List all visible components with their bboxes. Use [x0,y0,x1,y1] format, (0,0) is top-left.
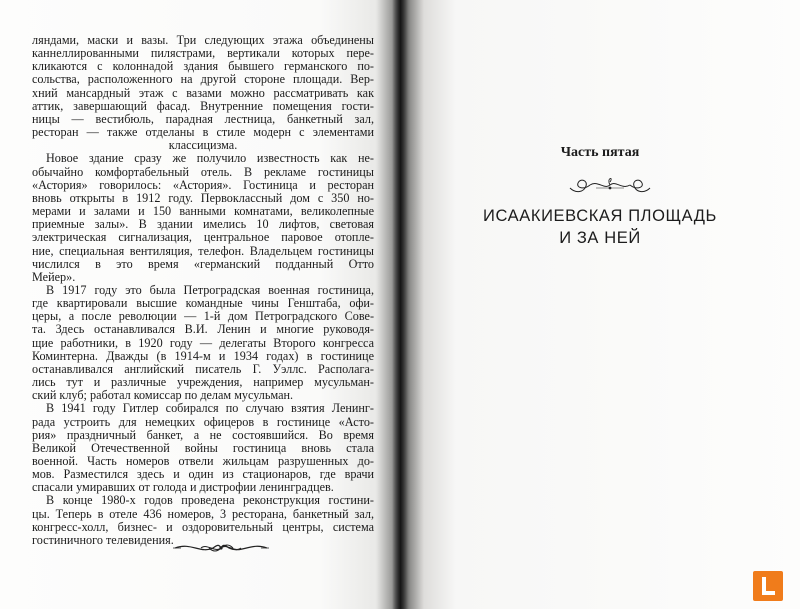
text-line: останавливался английский писатель Г. Уэллс. Располага- [32,361,374,376]
text-line: конгресс-холл, бизнес- и оздоровительный центры, система [32,519,374,534]
text-line: В 1917 году это была Петроградская военная гостиница, [46,282,374,297]
text-line: Новое здание сразу же получило известность как не- [46,151,374,166]
text-line: ский клуб; работал комиссар по делам мусульман. [32,388,294,403]
text-line: «Астория» говорилось: «Астория». Гостиница и ресторан [32,177,374,192]
text-line: рия» праздничный банкет, а не состоявшийся. Во время [32,427,374,442]
text-line: щие работники, в 1920 году — делегаты Второго конгресса [32,335,374,350]
right-page [400,0,800,609]
section-title-line-2: И ЗА НЕЙ [559,229,641,247]
text-line: вновь открыты в 1912 году. Первоклассный дом с 350 но- [32,190,374,205]
text-line: сольства, расположенного на другой стороне площади. Вер- [32,72,374,87]
text-line: ляндами, маски и вазы. Три следующих этажа объединены [32,33,374,47]
text-line: хний мансардный этаж с вазами можно рассматривать как [32,85,374,100]
text-line: аттик, завершающий фасад. Внутренние помещения гости- [32,98,374,113]
text-line: лись тут и различные учреждения, например мусульман- [32,375,374,390]
text-line: где квартировали высшие командные чины Генштаба, офи- [32,296,374,311]
text-line: спасали умиравших от голода и дистрофии ленинградцев. [32,480,334,495]
section-title [450,205,750,249]
text-line: военной. Часть номеров отвели жильцам разрушенных до- [32,454,374,468]
text-line: рада устроить для немецких офицеров в гостинице «Асто- [32,414,374,429]
text-line: ресторан — также отделаны в стиле модерн с элементами [32,125,374,140]
text-line: числился в это время «германский подданный Отто [32,256,374,271]
bottom-ornament-icon [171,540,271,556]
text-line: та. Здесь останавливался В.И. Ленин и многие руководя- [32,322,374,337]
text-line: цы. Теперь в отеле 436 номеров, 3 ресторана, банкетный зал, [32,506,374,521]
gutter-shadow [392,0,408,609]
text-line: мов. Разместился здесь и один из стационаров, где врачи [32,467,374,482]
text-line: мерами и залами и 150 ванными комнатами, великолепные [32,204,374,219]
text-line: Мейер». [32,269,76,284]
section-title-line-1: ИСААКИЕВСКАЯ ПЛОЩАДЬ [483,207,717,225]
text-line: кликаются с колоннадой здания бывшего германского по- [32,59,374,74]
left-page-body-text [32,34,374,547]
text-line: гостиничного телевидения. [32,532,174,547]
text-line: каннеллированными пилястрами, вертикали которых пере- [32,46,374,61]
book-logo-icon [753,571,783,601]
text-line: церы, а после революции — 1-й дом Петроградского Сове- [32,309,374,324]
text-line: Великой Отечественной войны гостиница вновь стала [32,440,374,455]
text-line: В конце 1980-х годов проведена реконструкция гостини- [46,493,374,508]
text-line: ницы — вестибюль, парадная лестница, банкетный зал, [32,111,374,126]
text-line: В 1941 году Гитлер собирался по случаю взятия Ленинг- [46,401,374,416]
text-line: ние, специальная вентиляция, телефон. Владельцем гостиницы [32,243,374,258]
text-line: приемные залы». В здании имелись 10 лифтов, световая [32,217,374,232]
text-line: электрическая сигнализация, центральное паровое отопле- [32,230,374,245]
text-line: обычайно комфортабельный отель. В рекламе гостиницы [32,164,374,179]
part-label: Часть пятая [560,145,640,160]
text-line: Коминтерна. Дважды (в 1914-м и 1934 годах) в гостинице [32,348,374,363]
section-ornament-icon [566,174,654,196]
text-line: классицизма. [168,138,238,153]
